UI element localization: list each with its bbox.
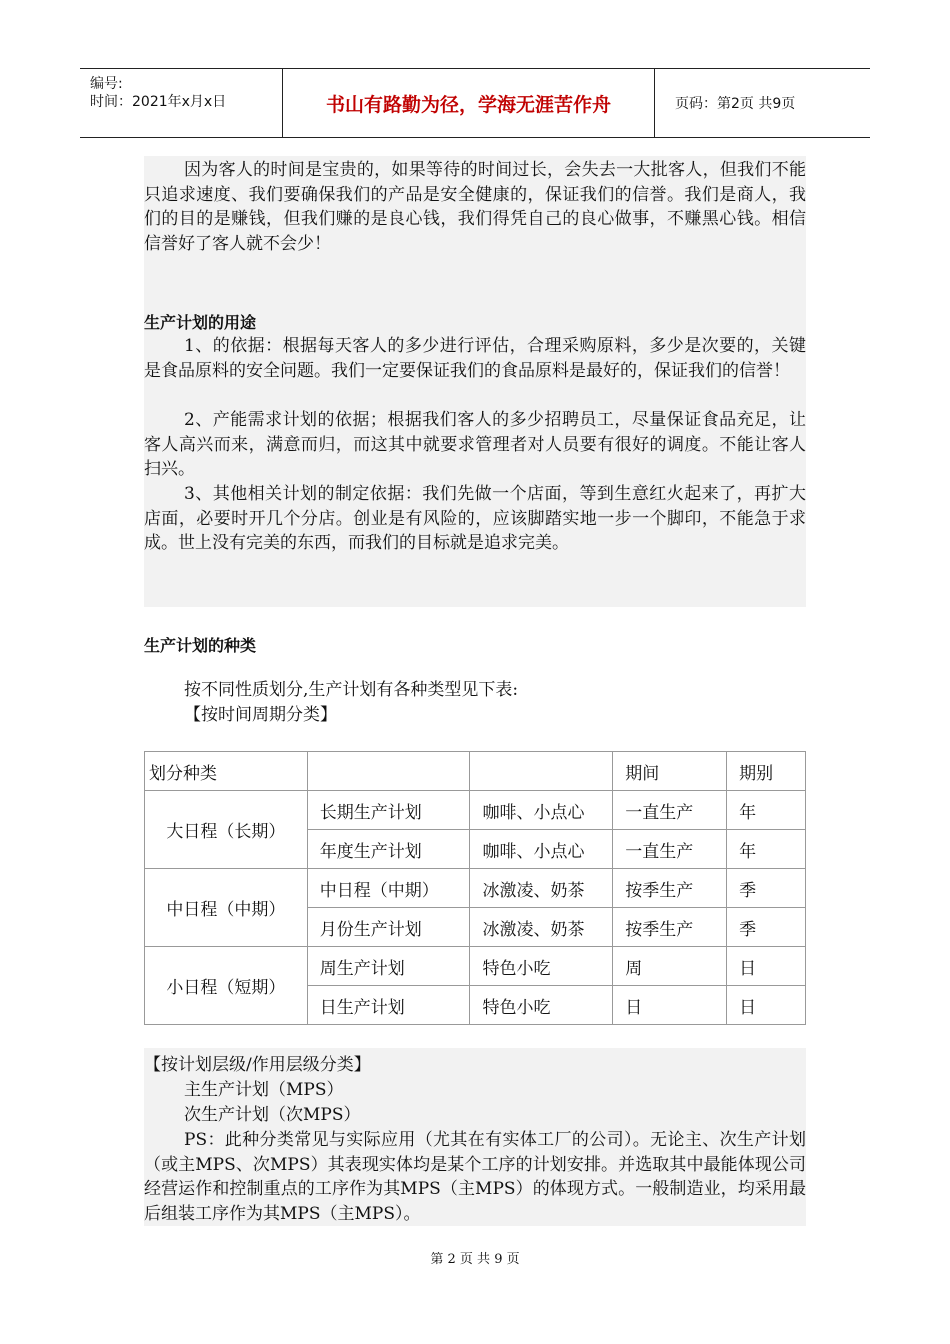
table-cell: 周生产计划 xyxy=(307,947,470,986)
table-cell: 年度生产计划 xyxy=(307,830,470,869)
uses-item-1: 1、的依据：根据每天客人的多少进行评估，合理采购原料，多少是次要的，关键是食品原料的安全问题。我们一定要保证我们的食品原料是最好的，保证我们的信誉！ xyxy=(144,336,806,381)
table-cell: 特色小吃 xyxy=(470,986,613,1025)
table-cell: 日生产计划 xyxy=(307,986,470,1025)
by-level-label: 【按计划层级/作用层级分类】 xyxy=(144,1055,371,1075)
plan-type-table xyxy=(144,751,806,1025)
table-header-cell: 划分种类 xyxy=(145,752,308,791)
table-cell: 季 xyxy=(727,908,806,947)
types-heading: 生产计划的种类 xyxy=(144,636,257,655)
page-label-text: 页码：第2页 共9页 xyxy=(675,96,796,112)
page-footer: 第 2 页 共 9 页 xyxy=(430,1252,520,1267)
doc-number-label: 编号: xyxy=(90,76,123,92)
table-header-cell xyxy=(307,752,470,791)
header-page-label xyxy=(665,69,870,137)
group-cell: 小日程（短期） xyxy=(145,947,308,1025)
table-cell: 按季生产 xyxy=(613,869,727,908)
table-cell: 冰激凌、奶茶 xyxy=(470,908,613,947)
table-cell: 周 xyxy=(613,947,727,986)
ps-note: PS：此种分类常见与实际应用（尤其在有实体工厂的公司）。无论主、次生产计划（或主MPS、次MPS）其表现实体均是某个工序的计划安排。并选取其中最能体现公司经营运作和控制重点的工序作为其MPS（主MPS）的体现方式。一般制造业，均采用最后组装工序作为其MPS（主MPS）。 xyxy=(144,1130,806,1224)
table-cell: 长期生产计划 xyxy=(307,791,470,830)
sub-mps-line: 次生产计划（次MPS） xyxy=(184,1105,361,1125)
table-header-row xyxy=(145,752,806,791)
table-cell: 冰激凌、奶茶 xyxy=(470,869,613,908)
header-slogan: 书山有路勤为径，学海无涯苦作舟 xyxy=(283,69,655,137)
table-cell: 年 xyxy=(727,791,806,830)
table-cell: 日 xyxy=(727,947,806,986)
uses-heading: 生产计划的用途 xyxy=(144,313,257,332)
table-cell: 咖啡、小点心 xyxy=(470,830,613,869)
table-row xyxy=(145,869,806,908)
group-cell: 大日程（长期） xyxy=(145,791,308,869)
table-header-cell xyxy=(470,752,613,791)
table-cell: 季 xyxy=(727,869,806,908)
table-cell: 中日程（中期） xyxy=(307,869,470,908)
mps-line: 主生产计划（MPS） xyxy=(184,1080,344,1100)
table-cell: 年 xyxy=(727,830,806,869)
header-meta xyxy=(80,69,283,137)
table-cell: 特色小吃 xyxy=(470,947,613,986)
table-row xyxy=(145,791,806,830)
doc-time-label: 时间：2021年x月x日 xyxy=(90,94,227,110)
table-header-cell: 期间 xyxy=(613,752,727,791)
by-time-label: 【按时间周期分类】 xyxy=(184,705,337,725)
table-header-cell: 期别 xyxy=(727,752,806,791)
table-cell: 咖啡、小点心 xyxy=(470,791,613,830)
uses-item-2: 2、产能需求计划的依据；根据我们客人的多少招聘员工，尽量保证食品充足，让客人高兴而来，满意而归，而这其中就要求管理者对人员要有很好的调度。不能让客人扫兴。 xyxy=(144,410,806,479)
table-cell: 日 xyxy=(613,986,727,1025)
types-intro: 按不同性质划分,生产计划有各种类型见下表: xyxy=(184,680,519,700)
group-cell: 中日程（中期） xyxy=(145,869,308,947)
intro-paragraph: 因为客人的时间是宝贵的，如果等待的时间过长，会失去一大批客人，但我们不能只追求速度、我们要确保我们的产品是安全健康的，保证我们的信誉。我们是商人，我们的目的是赚钱，但我们赚的是良心钱，我们得凭自己的良心做事，不赚黑心钱。相信信誉好了客人就不会少！ xyxy=(144,160,806,254)
table-cell: 日 xyxy=(727,986,806,1025)
page-header xyxy=(80,68,870,138)
table-cell: 一直生产 xyxy=(613,791,727,830)
table-cell: 月份生产计划 xyxy=(307,908,470,947)
table-cell: 按季生产 xyxy=(613,908,727,947)
table-row xyxy=(145,947,806,986)
uses-item-3: 3、其他相关计划的制定依据：我们先做一个店面，等到生意红火起来了，再扩大店面，必要时开几个分店。创业是有风险的，应该脚踏实地一步一个脚印，不能急于求成。世上没有完美的东西，而我们的目标就是追求完美。 xyxy=(144,484,806,553)
table-cell: 一直生产 xyxy=(613,830,727,869)
